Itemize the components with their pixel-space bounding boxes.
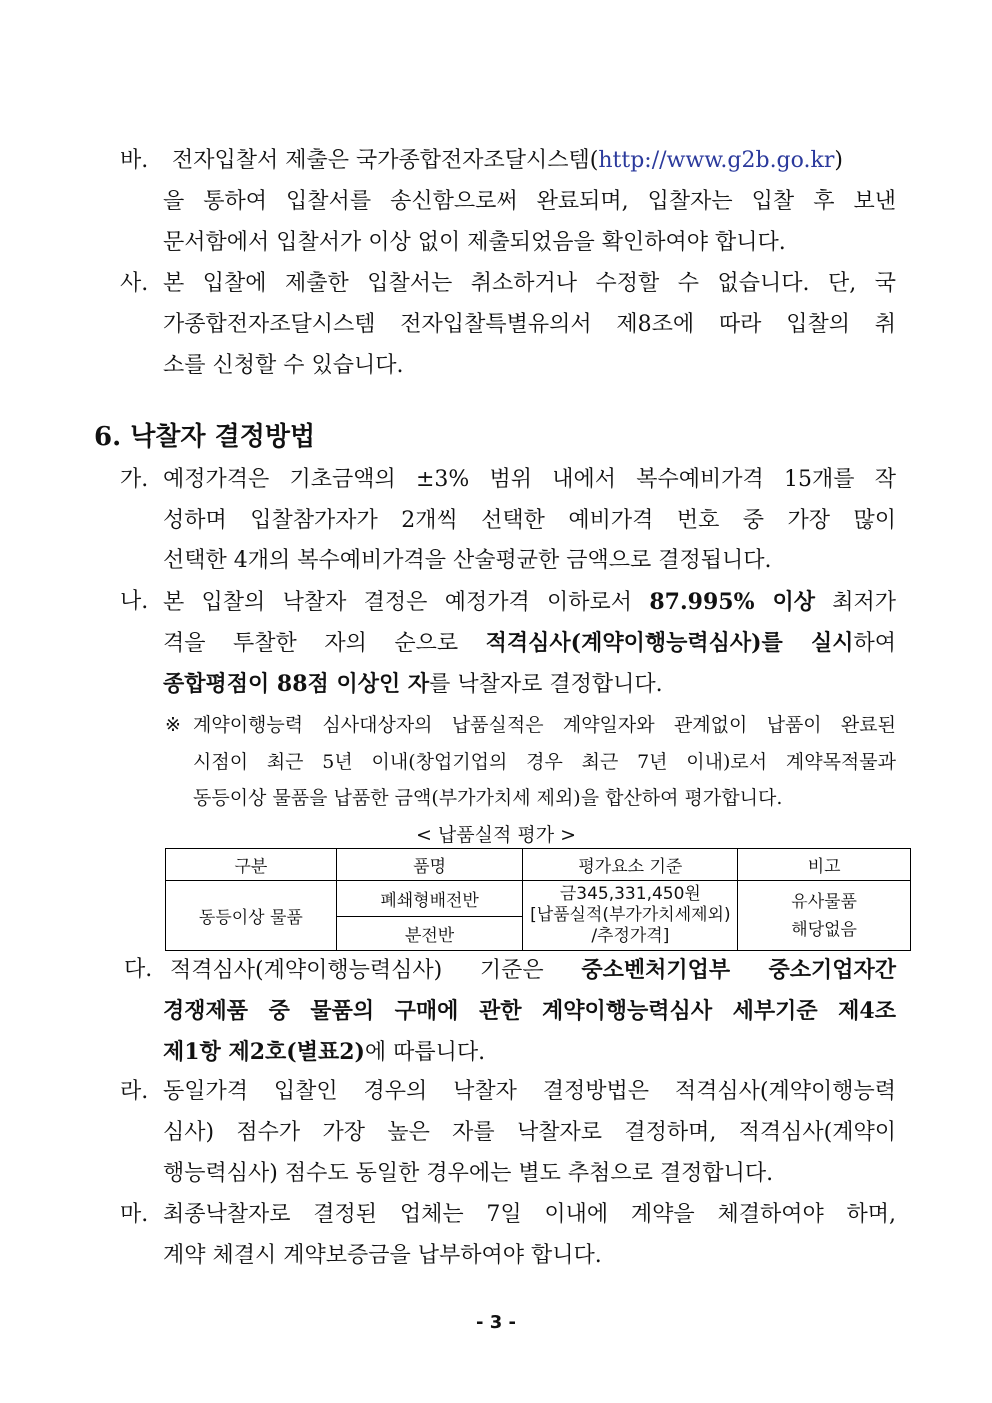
header-product: 품명 bbox=[336, 849, 523, 881]
ba-line-1: 전자입찰서 제출은 국가종합전자조달시스템(http://www.g2b.go.kr) bbox=[172, 148, 843, 173]
criteria-cell: 금345,331,450원 [납품실적(부가가치세제외) /추정가격] bbox=[523, 881, 738, 951]
table-caption: < 납품실적 평가 > bbox=[415, 824, 577, 846]
g2b-link[interactable]: http://www.g2b.go.kr bbox=[598, 148, 835, 173]
na-line-3: 종합평점이 88점 이상인 자를 낙찰자로 결정합니다. bbox=[163, 671, 663, 697]
ba-line-3: 문서함에서 입찰서가 이상 없이 제출되었음을 확인하여야 합니다. bbox=[163, 230, 786, 255]
item-marker-da: 다. bbox=[124, 957, 153, 982]
note-line-2: 시점이 최근 5년 이내(창업기업의 경우 최근 7년 이내)로서 계약목적물과 bbox=[193, 751, 896, 773]
header-criteria: 평가요소 기준 bbox=[523, 849, 738, 881]
ga-line-1: 예정가격은 기초금액의 ±3% 범위 내에서 복수예비가격 15개를 작 bbox=[163, 467, 896, 492]
da-line-1: 적격심사(계약이행능력심사) 기준은 중소벤처기업부 중소기업자간 bbox=[170, 957, 897, 983]
item-marker-ma: 마. bbox=[120, 1202, 149, 1227]
section-heading: 6. 낙찰자 결정방법 bbox=[94, 422, 316, 452]
sa-line-3: 소를 신청할 수 있습니다. bbox=[163, 353, 404, 378]
item-marker-sa: 사. bbox=[120, 271, 149, 296]
note-line-1: 계약이행능력 심사대상자의 납품실적은 계약일자와 관계없이 납품이 완료된 bbox=[193, 714, 896, 736]
da-line-3: 제1항 제2호(별표2)에 따릅니다. bbox=[163, 1039, 486, 1065]
item-marker-ra: 라. bbox=[120, 1079, 149, 1104]
na-line-1: 본 입찰의 낙찰자 결정은 예정가격 이하로서 87.995% 이상 최저가 bbox=[163, 589, 897, 615]
ra-line-2: 심사) 점수가 가장 높은 자를 낙찰자로 결정하며, 적격심사(계약이 bbox=[163, 1120, 896, 1145]
page-number: - 3 - bbox=[476, 1312, 516, 1333]
ma-line-2: 계약 체결시 계약보증금을 납부하여야 합니다. bbox=[163, 1243, 602, 1268]
ga-line-3: 선택한 4개의 복수예비가격을 산술평균한 금액으로 결정됩니다. bbox=[163, 548, 772, 573]
note-line-3: 동등이상 물품을 납품한 금액(부가가치세 제외)을 합산하여 평가합니다. bbox=[193, 787, 783, 809]
item-marker-na: 나. bbox=[120, 589, 149, 614]
note-mark: ※ bbox=[165, 714, 181, 736]
product-cell: 폐쇄형배전반 bbox=[336, 881, 523, 917]
product-cell: 분전반 bbox=[336, 917, 523, 951]
header-remark: 비고 bbox=[738, 849, 911, 881]
ma-line-1: 최종낙찰자로 결정된 업체는 7일 이내에 계약을 체결하여야 하며, bbox=[163, 1202, 896, 1227]
da-line-2: 경쟁제품 중 물품의 구매에 관한 계약이행능력심사 세부기준 제4조 bbox=[163, 998, 896, 1024]
item-marker-ba: 바. bbox=[120, 148, 149, 173]
performance-table bbox=[165, 848, 911, 951]
remark-cell: 유사물품 해당없음 bbox=[738, 881, 911, 951]
category-cell: 동등이상 물품 bbox=[166, 881, 337, 951]
ba-line-2: 을 통하여 입찰서를 송신함으로써 완료되며, 입찰자는 입찰 후 보낸 bbox=[163, 189, 896, 214]
na-line-2: 격을 투찰한 자의 순으로 적격심사(계약이행능력심사)를 실시하여 bbox=[163, 630, 896, 656]
item-marker-ga: 가. bbox=[120, 467, 149, 492]
ra-line-3: 행능력심사) 점수도 동일한 경우에는 별도 추첨으로 결정합니다. bbox=[163, 1161, 774, 1186]
sa-line-1: 본 입찰에 제출한 입찰서는 취소하거나 수정할 수 없습니다. 단, 국 bbox=[163, 271, 896, 296]
sa-line-2: 가종합전자조달시스템 전자입찰특별유의서 제8조에 따라 입찰의 취 bbox=[163, 312, 896, 337]
ra-line-1: 동일가격 입찰인 경우의 낙찰자 결정방법은 적격심사(계약이행능력 bbox=[163, 1079, 896, 1104]
ga-line-2: 성하며 입찰참가자가 2개씩 선택한 예비가격 번호 중 가장 많이 bbox=[163, 508, 896, 533]
header-category: 구분 bbox=[166, 849, 337, 881]
